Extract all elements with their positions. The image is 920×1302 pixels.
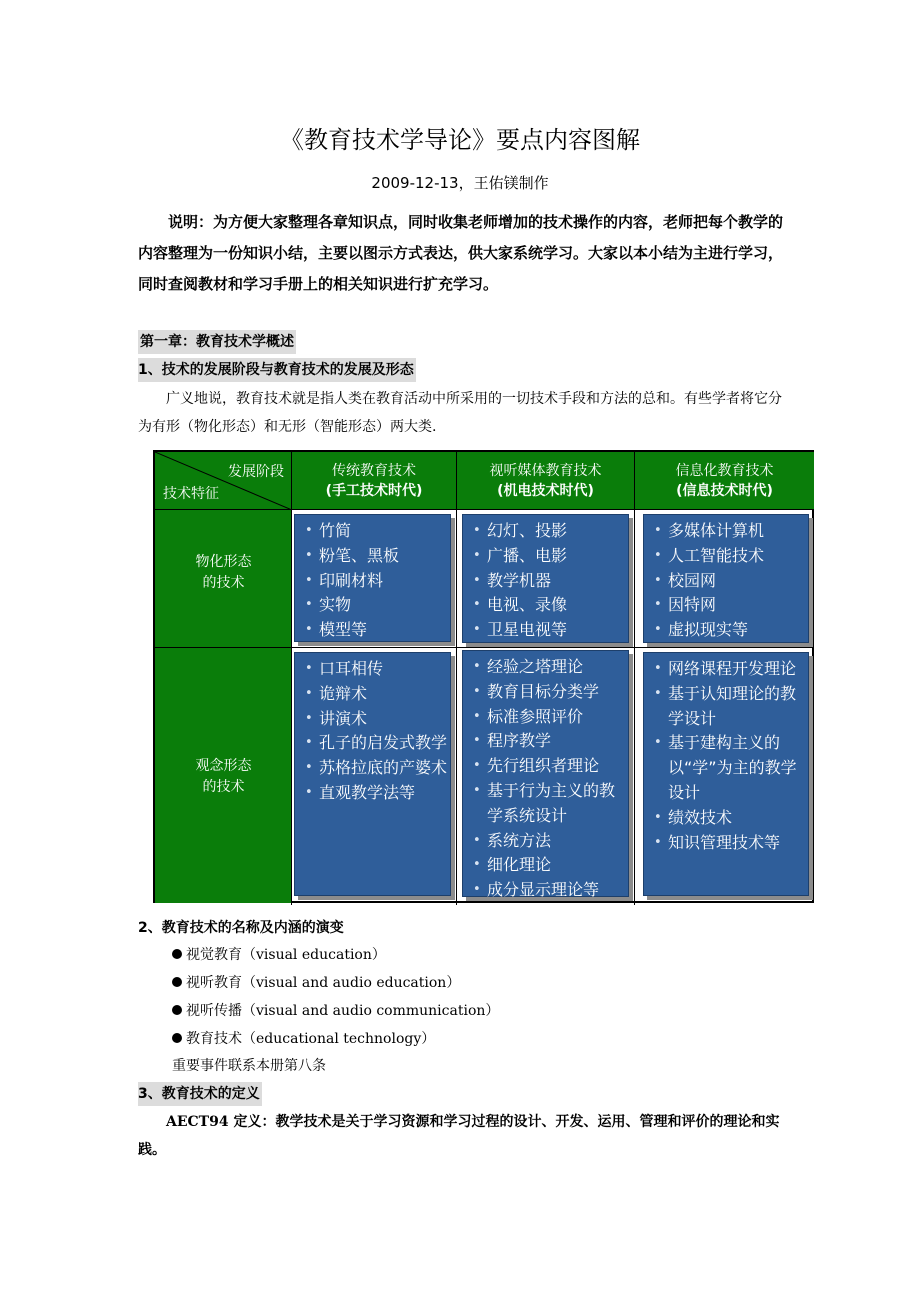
table-cell-item: • 基于建构主义的以“学”为主的教学设计 xyxy=(654,731,808,805)
table-cell-item: • 印刷材料 xyxy=(305,569,450,594)
section-2-heading: 2、教育技术的名称及内涵的演变 xyxy=(138,920,344,936)
list-item: 视觉教育（visual education） xyxy=(172,944,386,966)
list-item: 视听教育（visual and audio education） xyxy=(172,972,460,994)
table-cell-item: • 电视、录像 xyxy=(473,593,628,618)
corner-bottom-label: 技术特征 xyxy=(163,486,219,502)
section-3-heading: 3、教育技术的定义 xyxy=(138,1082,262,1106)
table-cell-item: • 幻灯、投影 xyxy=(473,519,628,544)
list-item: 视听传播（visual and audio communication） xyxy=(172,1000,499,1022)
table-cell-item: • 广播、电影 xyxy=(473,544,628,569)
table-cell-item: • 讲演术 xyxy=(305,707,450,732)
section-1-paragraph: 广义地说，教育技术就是指人类在教育活动中所采用的一切技术手段和方法的总和。有些学者将它分为有形（物化形态）和无形（智能形态）两大类. xyxy=(138,391,782,435)
bullet-dot-icon xyxy=(172,977,182,987)
table-cell-item: • 程序教学 xyxy=(473,729,628,754)
bullet-dot-icon xyxy=(172,1005,182,1015)
conceptual-audiovisual-box xyxy=(462,650,629,900)
bullet-dot-icon xyxy=(172,949,182,959)
table-cell-item: • 知识管理技术等 xyxy=(654,831,808,856)
intro-paragraph: 说明：为方便大家整理各章知识点，同时收集老师增加的技术操作的内容，老师把每个教学的内容整理为一份知识小结，主要以图示方式表达，供大家系统学习。大家以本小结为主进行学习，同时查阅教材和学习手册上的相关知识进行扩充学习。 xyxy=(138,213,784,293)
table-cell-item: • 先行组织者理论 xyxy=(473,754,628,779)
corner-diagonal xyxy=(155,452,292,510)
table-cell-item: • 粉笔、黑板 xyxy=(305,544,450,569)
row-label-physical: 物化形态 的技术 xyxy=(155,510,292,647)
table-cell-item: • 标准参照评价 xyxy=(473,705,628,730)
table-cell-item: • 卫星电视等 xyxy=(473,618,628,643)
table-cell-item: • 口耳相传 xyxy=(305,657,450,682)
column-header-audiovisual: 视听媒体教育技术 (机电技术时代) xyxy=(457,452,634,510)
physical-traditional-box xyxy=(294,514,451,642)
table-cell-item: • 苏格拉底的产婆术 xyxy=(305,756,450,781)
table-cell-item: • 教学机器 xyxy=(473,569,628,594)
table-cell-item: • 实物 xyxy=(305,593,450,618)
table-cell-item: • 基于行为主义的教学系统设计 xyxy=(473,779,628,829)
chapter-heading: 第一章：教育技术学概述 xyxy=(138,330,296,354)
physical-audiovisual-box xyxy=(462,514,629,643)
table-cell-item: • 竹简 xyxy=(305,519,450,544)
definition-prefix: AECT94 xyxy=(166,1114,229,1130)
table-cell-item: • 人工智能技术 xyxy=(654,544,808,569)
table-cell-item: • 模型等 xyxy=(305,618,450,643)
conceptual-traditional-box xyxy=(294,652,451,896)
conceptual-information-box xyxy=(643,652,809,896)
bullet-dot-icon xyxy=(172,1033,182,1043)
document-title: 《教育技术学导论》要点内容图解 xyxy=(280,126,640,154)
note-text: 重要事件联系本册第八条 xyxy=(172,1058,326,1074)
list-item: 教育技术（educational technology） xyxy=(172,1028,435,1050)
table-cell-item: • 诡辩术 xyxy=(305,682,450,707)
definition-body: 定义：教学技术是关于学习资源和学习过程的设计、开发、运用、管理和评价的理论和实践。 xyxy=(138,1114,780,1158)
row-label-conceptual: 观念形态 的技术 xyxy=(155,648,292,903)
table-corner-header xyxy=(155,452,292,510)
column-header-information: 信息化教育技术 (信息技术时代) xyxy=(635,452,814,510)
table-cell-item: • 校园网 xyxy=(654,569,808,594)
table-cell-item: • 细化理论 xyxy=(473,853,628,878)
table-cell-item: • 因特网 xyxy=(654,593,808,618)
table-cell-item: • 虚拟现实等 xyxy=(654,618,808,643)
section-1-heading: 1、技术的发展阶段与教育技术的发展及形态 xyxy=(138,358,416,382)
table-cell-item: • 经验之塔理论 xyxy=(473,655,628,680)
technology-forms-table xyxy=(153,450,814,903)
table-cell-item: • 多媒体计算机 xyxy=(654,519,808,544)
table-cell-item: • 基于认知理论的教学设计 xyxy=(654,682,808,732)
table-cell-item: • 教育目标分类学 xyxy=(473,680,628,705)
table-cell-item: • 成分显示理论等 xyxy=(473,878,628,903)
document-subtitle: 2009-12-13，王佑镁制作 xyxy=(371,174,549,192)
column-header-traditional: 传统教育技术 (手工技术时代) xyxy=(292,452,456,510)
physical-information-box xyxy=(643,514,809,643)
table-cell-item: • 直观教学法等 xyxy=(305,781,450,806)
table-cell-item: • 绩效技术 xyxy=(654,806,808,831)
table-cell-item: • 网络课程开发理论 xyxy=(654,657,808,682)
table-cell-item: • 孔子的启发式教学 xyxy=(305,731,450,756)
corner-top-label: 发展阶段 xyxy=(228,464,284,480)
definition-paragraph xyxy=(138,1108,786,1164)
table-cell-item: • 系统方法 xyxy=(473,829,628,854)
